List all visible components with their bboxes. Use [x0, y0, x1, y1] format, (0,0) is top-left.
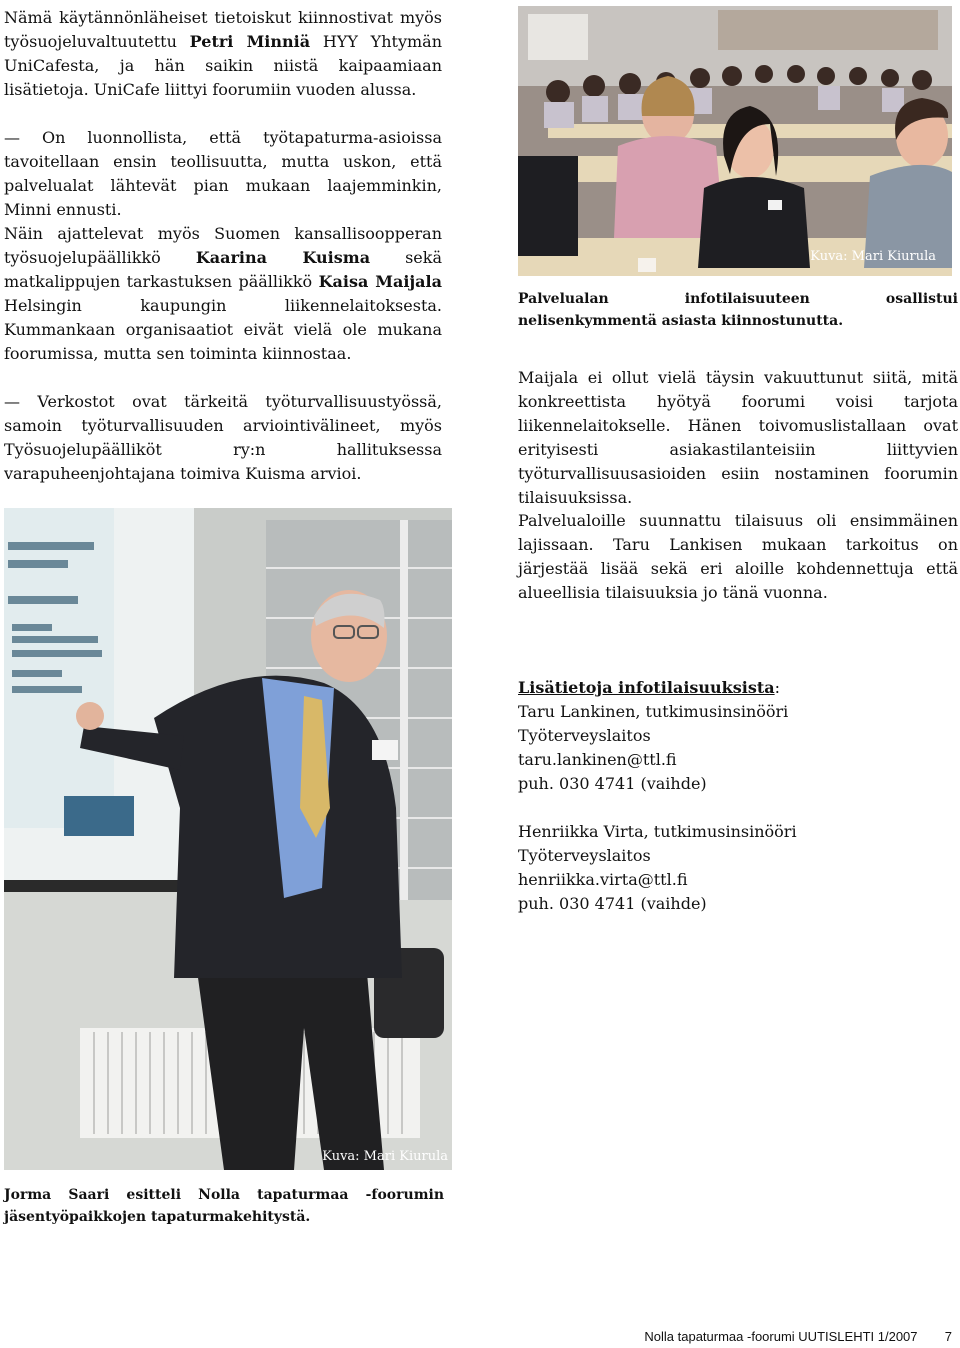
- p1-name: Petri Minniä: [189, 32, 311, 51]
- left-paragraph-3: [4, 222, 442, 366]
- contact2-name: Henriikka Virta, tutkimusinsinööri: [518, 822, 797, 841]
- contact2-email: henriikka.virta@ttl.fi: [518, 870, 688, 889]
- p1-text: Nämä käytännönläheiset tietoiskut kiinnostivat myös työsuojeluvaltuutettu: [4, 8, 442, 51]
- contact-spacer: [518, 796, 958, 820]
- p3-name-2: Kaisa Maijala: [318, 272, 442, 291]
- presenter-photo-caption: Jorma Saari esitteli Nolla tapaturmaa -foorumin jäsentyöpaikkojen tapaturmakehitystä.: [4, 1187, 444, 1225]
- contact1-email: taru.lankinen@ttl.fi: [518, 750, 677, 769]
- contact2-org: Työterveyslaitos: [518, 846, 651, 865]
- left-paragraph-2: — On luonnollista, että työtapaturma-asioissa tavoitellaan ensin teollisuutta, mutta uskon, että palvelualat lähtevät pian mukaan laajemminkin, Minni ennusti.: [4, 128, 442, 219]
- right-paragraph-1: Maijala ei ollut vielä täysin vakuuttunut siitä, mitä konkreettista hyötyä foorumi voisi tarjota liikennelaitokselle. Hänen toivomuslistallaan ovat erityisesti asiakastilanteisiin liittyvien työturvallisuusasioiden esiin nostaminen foorumin tilaisuuksissa.: [518, 368, 958, 507]
- left-paragraph-1: [4, 6, 442, 102]
- info-box: [518, 676, 958, 916]
- audience-photo: [518, 6, 952, 276]
- contact1-name: Taru Lankinen, tutkimusinsinööri: [518, 702, 789, 721]
- page-footer: [644, 1329, 952, 1344]
- p3-text-1: Näin ajattelevat myös Suomen kansallisoopperan työsuojelupäällikkö: [4, 224, 442, 267]
- left-paragraph-4: — Verkostot ovat tärkeitä työturvallisuustyössä, samoin työturvallisuuden arviointivälineet, myös Työsuojelupäälliköt ry:n hallituksessa varapuheenjohtajana toimiva Kuisma arvioi.: [4, 392, 442, 483]
- audience-photo-illustration: [518, 6, 952, 276]
- presenter-photo-illustration: [4, 508, 452, 1170]
- info-heading-line: [518, 676, 958, 700]
- audience-photo-caption: Palvelualan infotilaisuuteen osallistui nelisenkymmentä asiasta kiinnostunutta.: [518, 291, 958, 329]
- presenter-photo: [4, 508, 452, 1170]
- info-heading-colon: :: [774, 678, 780, 697]
- p3-name-1: Kaarina Kuisma: [195, 248, 371, 267]
- p1-text-after: HYY Yhtymän UniCafesta, ja hän saikin niistä kaipaamiaan lisätietoja. UniCafe liittyi foorumiin vuoden alussa.: [4, 32, 443, 99]
- contact2-phone: puh. 030 4741 (vaihde): [518, 894, 707, 913]
- p3-text-2: sekä matkalippujen tarkastuksen päällikkö: [4, 248, 442, 291]
- photo-credit-right: Kuva: Mari Kiurula: [810, 249, 936, 264]
- info-heading: Lisätietoja infotilaisuuksista: [518, 678, 775, 697]
- contact1-phone: puh. 030 4741 (vaihde): [518, 774, 707, 793]
- contact1-org: Työterveyslaitos: [518, 726, 651, 745]
- photo-credit-left: Kuva: Mari Kiurula: [322, 1149, 448, 1164]
- right-paragraph-2: Palvelualoille suunnattu tilaisuus oli ensimmäinen lajissaan. Taru Lankisen mukaan tarkoitus on järjestää lisää sekä eri aloille kohdennettuja että alueellisia tilaisuuksia jo tänä vuonna.: [518, 511, 958, 602]
- footer-page-number: 7: [944, 1329, 952, 1344]
- footer-publication: Nolla tapaturmaa -foorumi UUTISLEHTI 1/2007: [644, 1329, 918, 1344]
- p3-text-3: Helsingin kaupungin liikennelaitoksesta. Kummankaan organisaatiot eivät vielä ole mukana foorumissa, mutta sen toiminta kiinnostaa.: [4, 296, 442, 363]
